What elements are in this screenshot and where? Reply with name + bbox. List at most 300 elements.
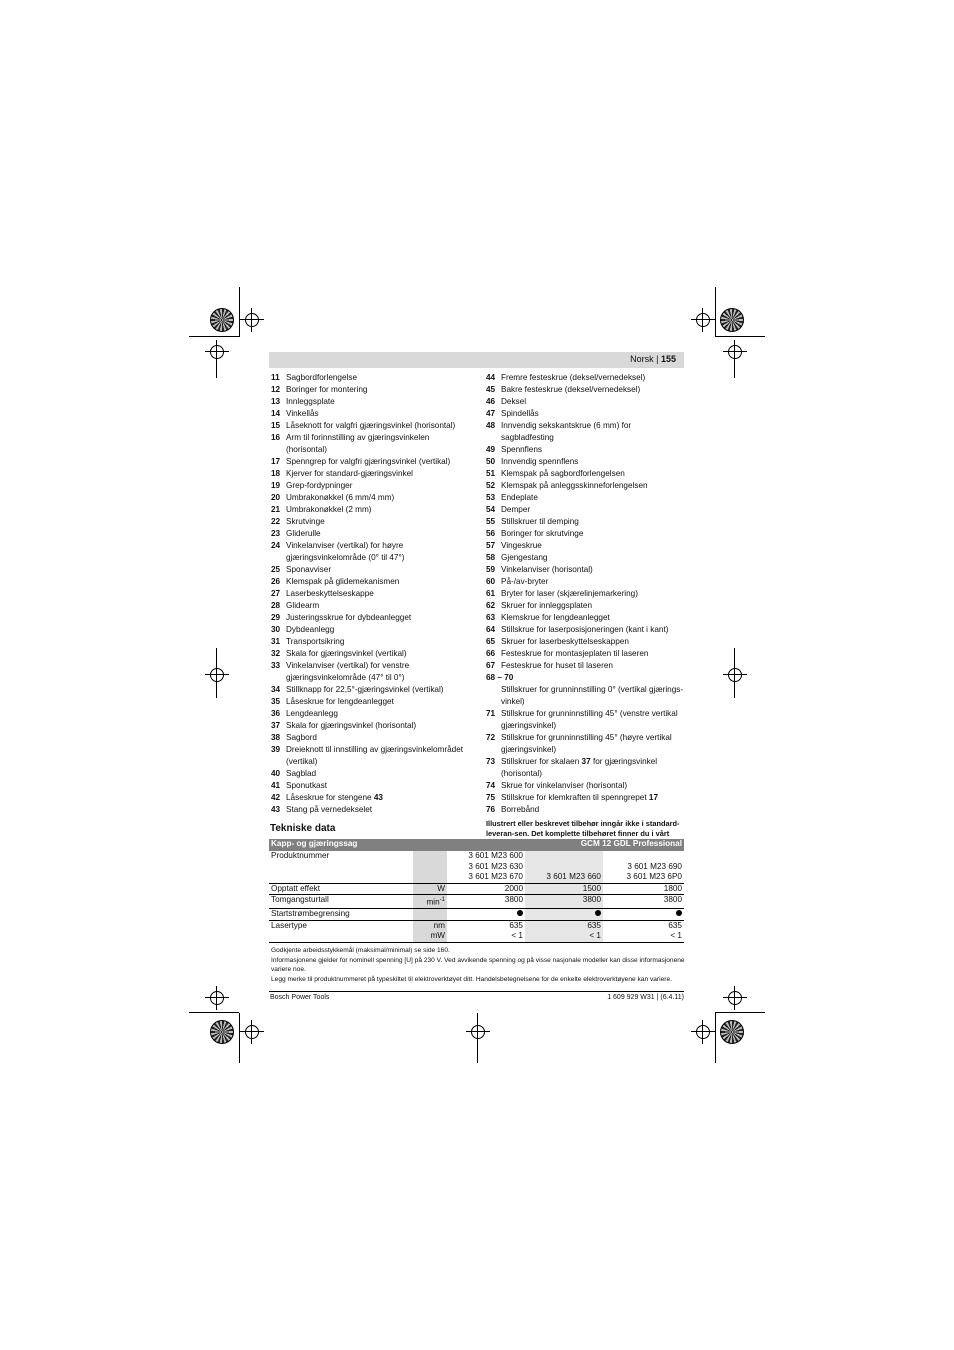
list-item xyxy=(271,408,471,420)
list-item-text-part: Vinkelanviser (horisontal) xyxy=(501,565,593,574)
value-cell: 3 601 M23 600 3 601 M23 630 3 601 M23 670 xyxy=(447,851,525,883)
list-item-text xyxy=(501,756,684,780)
list-item-text xyxy=(501,396,684,408)
list-item-text xyxy=(501,780,684,792)
list-item-text xyxy=(286,468,471,480)
footnote-line: Legg merke til produktnummeret på typeskiltet til elektroverktøyet ditt. Handelsbetegnelsene for de enkelte elektroverktøyene kan variere. xyxy=(271,975,672,983)
list-item-number: 26 xyxy=(271,577,281,586)
list-item-number: 17 xyxy=(271,457,281,466)
list-item-number: 34 xyxy=(271,685,281,694)
footer-left: Bosch Power Tools xyxy=(270,994,330,1001)
list-item-text-part: Umbrakonøkkel (6 mm/4 mm) xyxy=(286,493,395,502)
list-item xyxy=(486,492,684,504)
list-item-text-part: Stillskrue for klemkraften til spenngrepet xyxy=(501,793,647,802)
list-item-text xyxy=(501,660,684,672)
list-item-text xyxy=(501,516,684,528)
list-item xyxy=(271,432,471,456)
list-item-text xyxy=(501,504,684,516)
list-item-text-part: Skruer for innleggsplaten xyxy=(501,601,593,610)
list-item-text xyxy=(501,444,684,456)
list-item-text-part: Vinkelanviser (vertikal) for høyre gjæringsvinkelområde (0° til 47°) xyxy=(286,541,405,562)
list-item-number: 46 xyxy=(486,397,496,406)
list-item xyxy=(271,660,471,684)
list-item-text xyxy=(501,492,684,504)
crosshair-icon xyxy=(728,991,742,1005)
list-item-text-part: Sponutkast xyxy=(286,781,327,790)
list-item-number: 67 xyxy=(486,661,496,670)
list-item-number: 25 xyxy=(271,565,281,574)
crosshair-icon xyxy=(210,668,224,682)
row-unit: $\min^{-1}$ xyxy=(413,895,447,909)
feature-dot-icon xyxy=(595,910,601,916)
list-item-text-part: Endeplate xyxy=(501,493,538,502)
list-item-text xyxy=(286,624,471,636)
list-item-text-part: Skrue for vinkelanviser (horisontal) xyxy=(501,781,628,790)
header-text: Norsk | 155 xyxy=(630,354,676,364)
list-item-text-part: Skruer for laserbeskyttelseskappen xyxy=(501,637,629,646)
list-item-number: 74 xyxy=(486,781,496,790)
list-item xyxy=(486,600,684,612)
list-item-text xyxy=(501,792,684,804)
list-item xyxy=(486,444,684,456)
table-row xyxy=(269,920,684,931)
table-row xyxy=(269,909,684,921)
row-label: Startstrømbegrensing xyxy=(269,909,413,921)
list-item-reference: 43 xyxy=(373,793,383,802)
list-item-number: 57 xyxy=(486,541,496,550)
list-item-number: 52 xyxy=(486,481,496,490)
list-item xyxy=(486,516,684,528)
list-item-number: 47 xyxy=(486,409,496,418)
crosshair-icon xyxy=(210,991,224,1005)
value-cell: 3800 xyxy=(603,895,684,909)
list-item-number: 56 xyxy=(486,529,496,538)
value-cell xyxy=(447,909,525,921)
list-item-text-part: Klemskrue for lengdeanlegget xyxy=(501,613,610,622)
feature-dot-icon xyxy=(676,910,682,916)
list-item-text xyxy=(286,780,471,792)
list-item-text xyxy=(286,660,471,684)
list-item xyxy=(486,504,684,516)
crosshair-icon xyxy=(696,313,710,327)
registration-mark-icon xyxy=(720,308,744,332)
list-item-text-part: Vinkellås xyxy=(286,409,319,418)
list-item-number: 66 xyxy=(486,649,496,658)
list-item-text-part: Innvendig sekskantskrue (6 mm) for sagbladfesting xyxy=(501,421,632,442)
list-item-number: 28 xyxy=(271,601,281,610)
list-item-number: 41 xyxy=(271,781,281,790)
list-item xyxy=(271,768,471,780)
list-item xyxy=(486,468,684,480)
list-item-text xyxy=(501,612,684,624)
table-body xyxy=(269,851,684,942)
list-item-text-part: Spennflens xyxy=(501,445,542,454)
list-item-text-part: Innleggsplate xyxy=(286,397,335,406)
list-item xyxy=(271,720,471,732)
value-cell: < 1 xyxy=(525,931,603,942)
list-item-number: 50 xyxy=(486,457,496,466)
list-item-text-part: På-/av-bryter xyxy=(501,577,549,586)
list-item xyxy=(271,516,471,528)
list-item-reference: 37 xyxy=(581,757,591,766)
list-item-number: 40 xyxy=(271,769,281,778)
list-item-number: 35 xyxy=(271,697,281,706)
list-item-text-part: Festeskrue for montasjeplaten til laseren xyxy=(501,649,649,658)
list-item xyxy=(271,696,471,708)
list-item xyxy=(271,420,471,432)
list-item xyxy=(486,660,684,672)
list-item-number: 13 xyxy=(271,397,281,406)
list-item-text-part: Justeringsskrue for dybdeanlegget xyxy=(286,613,412,622)
list-item-number: 48 xyxy=(486,421,496,430)
list-item-number: 62 xyxy=(486,601,496,610)
list-item-number: 51 xyxy=(486,469,496,478)
list-item-text xyxy=(501,408,684,420)
list-item-text-part: Vinkelanviser (vertikal) for venstre gjæringsvinkelområde (47° til 0°) xyxy=(286,661,410,682)
list-item xyxy=(486,408,684,420)
footer-rule xyxy=(269,991,684,992)
list-item-number: 55 xyxy=(486,517,496,526)
table-row xyxy=(269,851,684,883)
list-item-text xyxy=(286,516,471,528)
list-item-number: 12 xyxy=(271,385,281,394)
list-item-text xyxy=(501,636,684,648)
list-item xyxy=(486,456,684,468)
list-item-number: 42 xyxy=(271,793,281,802)
list-item-number: 27 xyxy=(271,589,281,598)
page-header xyxy=(269,352,684,368)
row-label xyxy=(269,931,413,942)
list-item-text xyxy=(501,588,684,600)
list-item-text-part: Boringer for skrutvinge xyxy=(501,529,584,538)
value-cell: < 1 xyxy=(603,931,684,942)
list-item-text xyxy=(286,696,471,708)
list-item-text: Stillskruer for grunninnstilling 0° (vertikal gjærings-vinkel) xyxy=(501,685,684,706)
list-item-number: 14 xyxy=(271,409,281,418)
list-item xyxy=(271,780,471,792)
row-unit xyxy=(413,909,447,921)
list-item-number: 73 xyxy=(486,757,496,766)
list-item xyxy=(271,804,471,816)
list-item-text xyxy=(286,396,471,408)
list-item-text xyxy=(286,564,471,576)
value-cell: 1500 xyxy=(525,883,603,895)
list-item xyxy=(486,636,684,648)
row-unit: mW xyxy=(413,931,447,942)
list-item-text xyxy=(286,432,471,456)
list-item xyxy=(486,756,684,780)
list-item-number: 63 xyxy=(486,613,496,622)
list-item-text-part: Sagbord xyxy=(286,733,317,742)
list-item-text xyxy=(286,588,471,600)
list-item xyxy=(271,600,471,612)
list-item-text-part: Sagblad xyxy=(286,769,317,778)
list-item-text xyxy=(501,564,684,576)
list-item-text-part: Bryter for laser (skjærelinjemarkering) xyxy=(501,589,638,598)
list-item-text xyxy=(286,540,471,564)
list-item-text-part: Laserbeskyttelseskappe xyxy=(286,589,374,598)
value-cell xyxy=(525,909,603,921)
list-item-number: 58 xyxy=(486,553,496,562)
list-item-number: 71 xyxy=(486,709,496,718)
list-item-text-part: Stillskrue for laserposisjoneringen (kant i kant) xyxy=(501,625,669,634)
list-item-text-part: for gjæringsvinkel (horisontal) xyxy=(501,757,658,778)
page-number: 155 xyxy=(660,354,676,364)
list-item-text xyxy=(501,624,684,636)
list-item-text-part: Spindellås xyxy=(501,409,539,418)
list-item xyxy=(271,396,471,408)
list-item-number: 44 xyxy=(486,373,496,382)
list-item-number: 65 xyxy=(486,637,496,646)
list-item xyxy=(271,576,471,588)
list-item-number: 61 xyxy=(486,589,496,598)
list-item xyxy=(271,624,471,636)
list-item-text-part: Vingeskrue xyxy=(501,541,542,550)
list-item xyxy=(271,384,471,396)
row-label: Opptatt effekt xyxy=(269,883,413,895)
registration-mark-icon xyxy=(210,308,234,332)
list-item-text-part: Grep-fordypninger xyxy=(286,481,353,490)
list-item xyxy=(271,492,471,504)
list-item xyxy=(271,708,471,720)
section-title: Tekniske data xyxy=(270,823,336,834)
list-item-text-part: Sagbordforlengelse xyxy=(286,373,358,382)
list-item xyxy=(271,468,471,480)
list-item xyxy=(486,708,684,732)
list-item-number: 75 xyxy=(486,793,496,802)
list-item-text xyxy=(501,732,684,756)
accessory-note: Illustrert eller beskrevet tilbehør inngår ikke i standard-leveran-sen. Det komplette tilbehøret finner du i vårt xyxy=(486,819,680,838)
list-item-text-part: Spenngrep for valgfri gjæringsvinkel (vertikal) xyxy=(286,457,451,466)
list-item-text-part: Skrutvinge xyxy=(286,517,325,526)
value-cell: 1800 xyxy=(603,883,684,895)
list-item xyxy=(271,504,471,516)
list-item xyxy=(271,612,471,624)
list-item xyxy=(486,612,684,624)
list-item xyxy=(271,684,471,696)
list-item xyxy=(486,564,684,576)
row-label: Produktnummer xyxy=(269,851,413,883)
list-item-text xyxy=(286,732,471,744)
list-item xyxy=(486,792,684,804)
list-item xyxy=(486,540,684,552)
list-item-text xyxy=(501,648,684,660)
unit-exponent: -1 xyxy=(439,897,445,903)
list-item xyxy=(486,732,684,756)
list-item-text-part: Glidearm xyxy=(286,601,320,610)
list-item-text xyxy=(286,408,471,420)
value-cell xyxy=(603,909,684,921)
list-item-text xyxy=(286,576,471,588)
list-item xyxy=(271,528,471,540)
registration-mark-icon xyxy=(720,1020,744,1044)
value-cell: < 1 xyxy=(447,931,525,942)
list-item-number: 53 xyxy=(486,493,496,502)
list-item-text-part: Festeskrue for huset til laseren xyxy=(501,661,613,670)
list-item-text xyxy=(286,768,471,780)
list-item-text xyxy=(501,372,684,384)
list-item-text xyxy=(501,804,684,816)
list-item xyxy=(271,564,471,576)
list-item xyxy=(271,480,471,492)
crosshair-icon xyxy=(471,1025,485,1039)
table-header-left: Kapp- og gjæringssag xyxy=(269,839,525,851)
list-item-text xyxy=(501,528,684,540)
list-item-number: 22 xyxy=(271,517,281,526)
list-item-text xyxy=(286,528,471,540)
list-item xyxy=(271,648,471,660)
list-item-text xyxy=(286,612,471,624)
list-item-number: 37 xyxy=(271,721,281,730)
crosshair-icon xyxy=(728,345,742,359)
row-unit xyxy=(413,851,447,883)
list-item-reference: 17 xyxy=(648,793,659,802)
list-item-text-part: Sponavviser xyxy=(286,565,332,574)
list-item xyxy=(486,780,684,792)
list-item-number: 45 xyxy=(486,385,496,394)
list-item-number: 43 xyxy=(271,805,281,814)
list-item xyxy=(271,372,471,384)
list-item-text-part: Boringer for montering xyxy=(286,385,368,394)
value-cell: 635 xyxy=(668,920,682,930)
list-item-text xyxy=(286,600,471,612)
list-item-number: 30 xyxy=(271,625,281,634)
table-row xyxy=(269,883,684,895)
list-item-text-part: Gjengestang xyxy=(501,553,548,562)
list-item-text-part: Stillskruer til demping xyxy=(501,517,579,526)
registration-mark-icon xyxy=(210,1020,234,1044)
list-item-text xyxy=(501,480,684,492)
list-item-number: 38 xyxy=(271,733,281,742)
list-item-number: 49 xyxy=(486,445,496,454)
list-item-text-part: Klemspak på anleggsskinneforlengelsen xyxy=(501,481,648,490)
list-item-number: 32 xyxy=(271,649,281,658)
list-item-text xyxy=(286,480,471,492)
list-item-text xyxy=(501,468,684,480)
list-item xyxy=(271,792,471,804)
crosshair-icon xyxy=(696,1025,710,1039)
list-item-number: 31 xyxy=(271,637,281,646)
list-item-text xyxy=(286,384,471,396)
list-item-text xyxy=(286,720,471,732)
list-item-text-part: Stang på vernedekselet xyxy=(286,805,373,814)
list-item xyxy=(271,456,471,468)
list-item-text xyxy=(286,804,471,816)
value-cell: 635 xyxy=(447,920,525,931)
list-item-text xyxy=(286,456,471,468)
list-item-text-part: Dybdeanlegg xyxy=(286,625,335,634)
crosshair-icon xyxy=(245,1025,259,1039)
list-item-text-part: Klemspak på glidemekanismen xyxy=(286,577,400,586)
list-item-number: 23 xyxy=(271,529,281,538)
list-item-text xyxy=(501,456,684,468)
list-item-text-part: Lengdeanlegg xyxy=(286,709,338,718)
feature-dot-icon xyxy=(517,910,523,916)
list-item-text-part: Demper xyxy=(501,505,531,514)
list-item-number: 39 xyxy=(271,745,281,754)
list-item-number: 29 xyxy=(271,613,281,622)
list-item-text xyxy=(286,636,471,648)
list-item-text-part: Umbrakonøkkel (2 mm) xyxy=(286,505,372,514)
list-item xyxy=(271,588,471,600)
row-unit: W xyxy=(413,883,447,895)
list-item-text xyxy=(501,420,684,444)
row-label: Tomgangsturtall xyxy=(269,895,413,909)
list-item-number: 54 xyxy=(486,505,496,514)
row-label: Lasertype xyxy=(271,920,307,930)
parts-list-left xyxy=(271,372,471,816)
list-item xyxy=(486,552,684,564)
value-cell: 2000 xyxy=(447,883,525,895)
footnotes xyxy=(271,946,686,984)
list-item xyxy=(486,420,684,444)
list-item-text-part: Borrebånd xyxy=(501,805,540,814)
list-item-number: 19 xyxy=(271,481,281,490)
list-item-number: 60 xyxy=(486,577,496,586)
list-item-text-part: Fremre festeskrue (deksel/vernedeksel) xyxy=(501,373,646,382)
tech-data-table xyxy=(269,839,684,943)
list-item-number: 16 xyxy=(271,433,281,442)
list-item xyxy=(486,372,684,384)
list-item-text xyxy=(286,708,471,720)
list-item-text-part: Stillknapp for 22,5°-gjæringsvinkel (vertikal) xyxy=(286,685,444,694)
list-item-text-part: Klemspak på sagbordforlengelsen xyxy=(501,469,625,478)
list-item-number: 36 xyxy=(271,709,281,718)
table-header-right: GCM 12 GDL Professional xyxy=(525,839,684,851)
list-item xyxy=(271,732,471,744)
list-item xyxy=(486,384,684,396)
list-item xyxy=(271,636,471,648)
list-item-text xyxy=(501,576,684,588)
list-item xyxy=(271,540,471,564)
list-item-number: 21 xyxy=(271,505,281,514)
list-item-number: 68 – 70 xyxy=(486,673,514,682)
list-item-text-part: Gliderulle xyxy=(286,529,321,538)
value-cell: 635 xyxy=(525,920,603,931)
list-item-text-part: Skala for gjæringsvinkel (horisontal) xyxy=(286,721,417,730)
list-item-text xyxy=(286,372,471,384)
crosshair-icon xyxy=(245,313,259,327)
footnote-line: Godkjente arbeidsstykkemål (maksimal/minimal) se side 160. xyxy=(271,947,450,954)
list-item-text-part: Skala for gjæringsvinkel (vertikal) xyxy=(286,649,407,658)
footer-right: 1 609 929 W31 | (6.4.11) xyxy=(607,994,684,1001)
table-header xyxy=(269,839,684,851)
list-item-number: 11 xyxy=(271,373,280,382)
list-item-text xyxy=(286,792,471,804)
row-unit: nm xyxy=(413,920,447,931)
list-item-text-part: Låseskrue for lengdeanlegget xyxy=(286,697,394,706)
value-cell: 3800 xyxy=(447,895,525,909)
list-item-number: 33 xyxy=(271,661,281,670)
value-cell: 3 601 M23 660 xyxy=(525,851,603,883)
list-item-text-part: Dreieknott til innstilling av gjæringsvinkelområdet (vertikal) xyxy=(286,745,464,766)
list-item xyxy=(486,480,684,492)
parts-list-right xyxy=(486,372,684,849)
list-item-number: 15 xyxy=(271,421,281,430)
list-item-text xyxy=(286,504,471,516)
list-item-text xyxy=(286,648,471,660)
list-item xyxy=(486,588,684,600)
list-item xyxy=(486,528,684,540)
header-section: Norsk xyxy=(630,354,654,364)
list-item-text-part: Kjerver for standard-gjæringsvinkel xyxy=(286,469,413,478)
list-item-number: 76 xyxy=(486,805,496,814)
list-item-number: 72 xyxy=(486,733,496,742)
list-item-text-part: Stillskruer for skalaen xyxy=(501,757,580,766)
list-item-text xyxy=(286,420,471,432)
list-item-text-part: Stillskrue for grunninnstilling 45° (venstre vertikal gjæringsvinkel) xyxy=(501,709,678,730)
list-item-text-part: Stillskrue for grunninnstilling 45° (høyre vertikal gjæringsvinkel) xyxy=(501,733,672,754)
